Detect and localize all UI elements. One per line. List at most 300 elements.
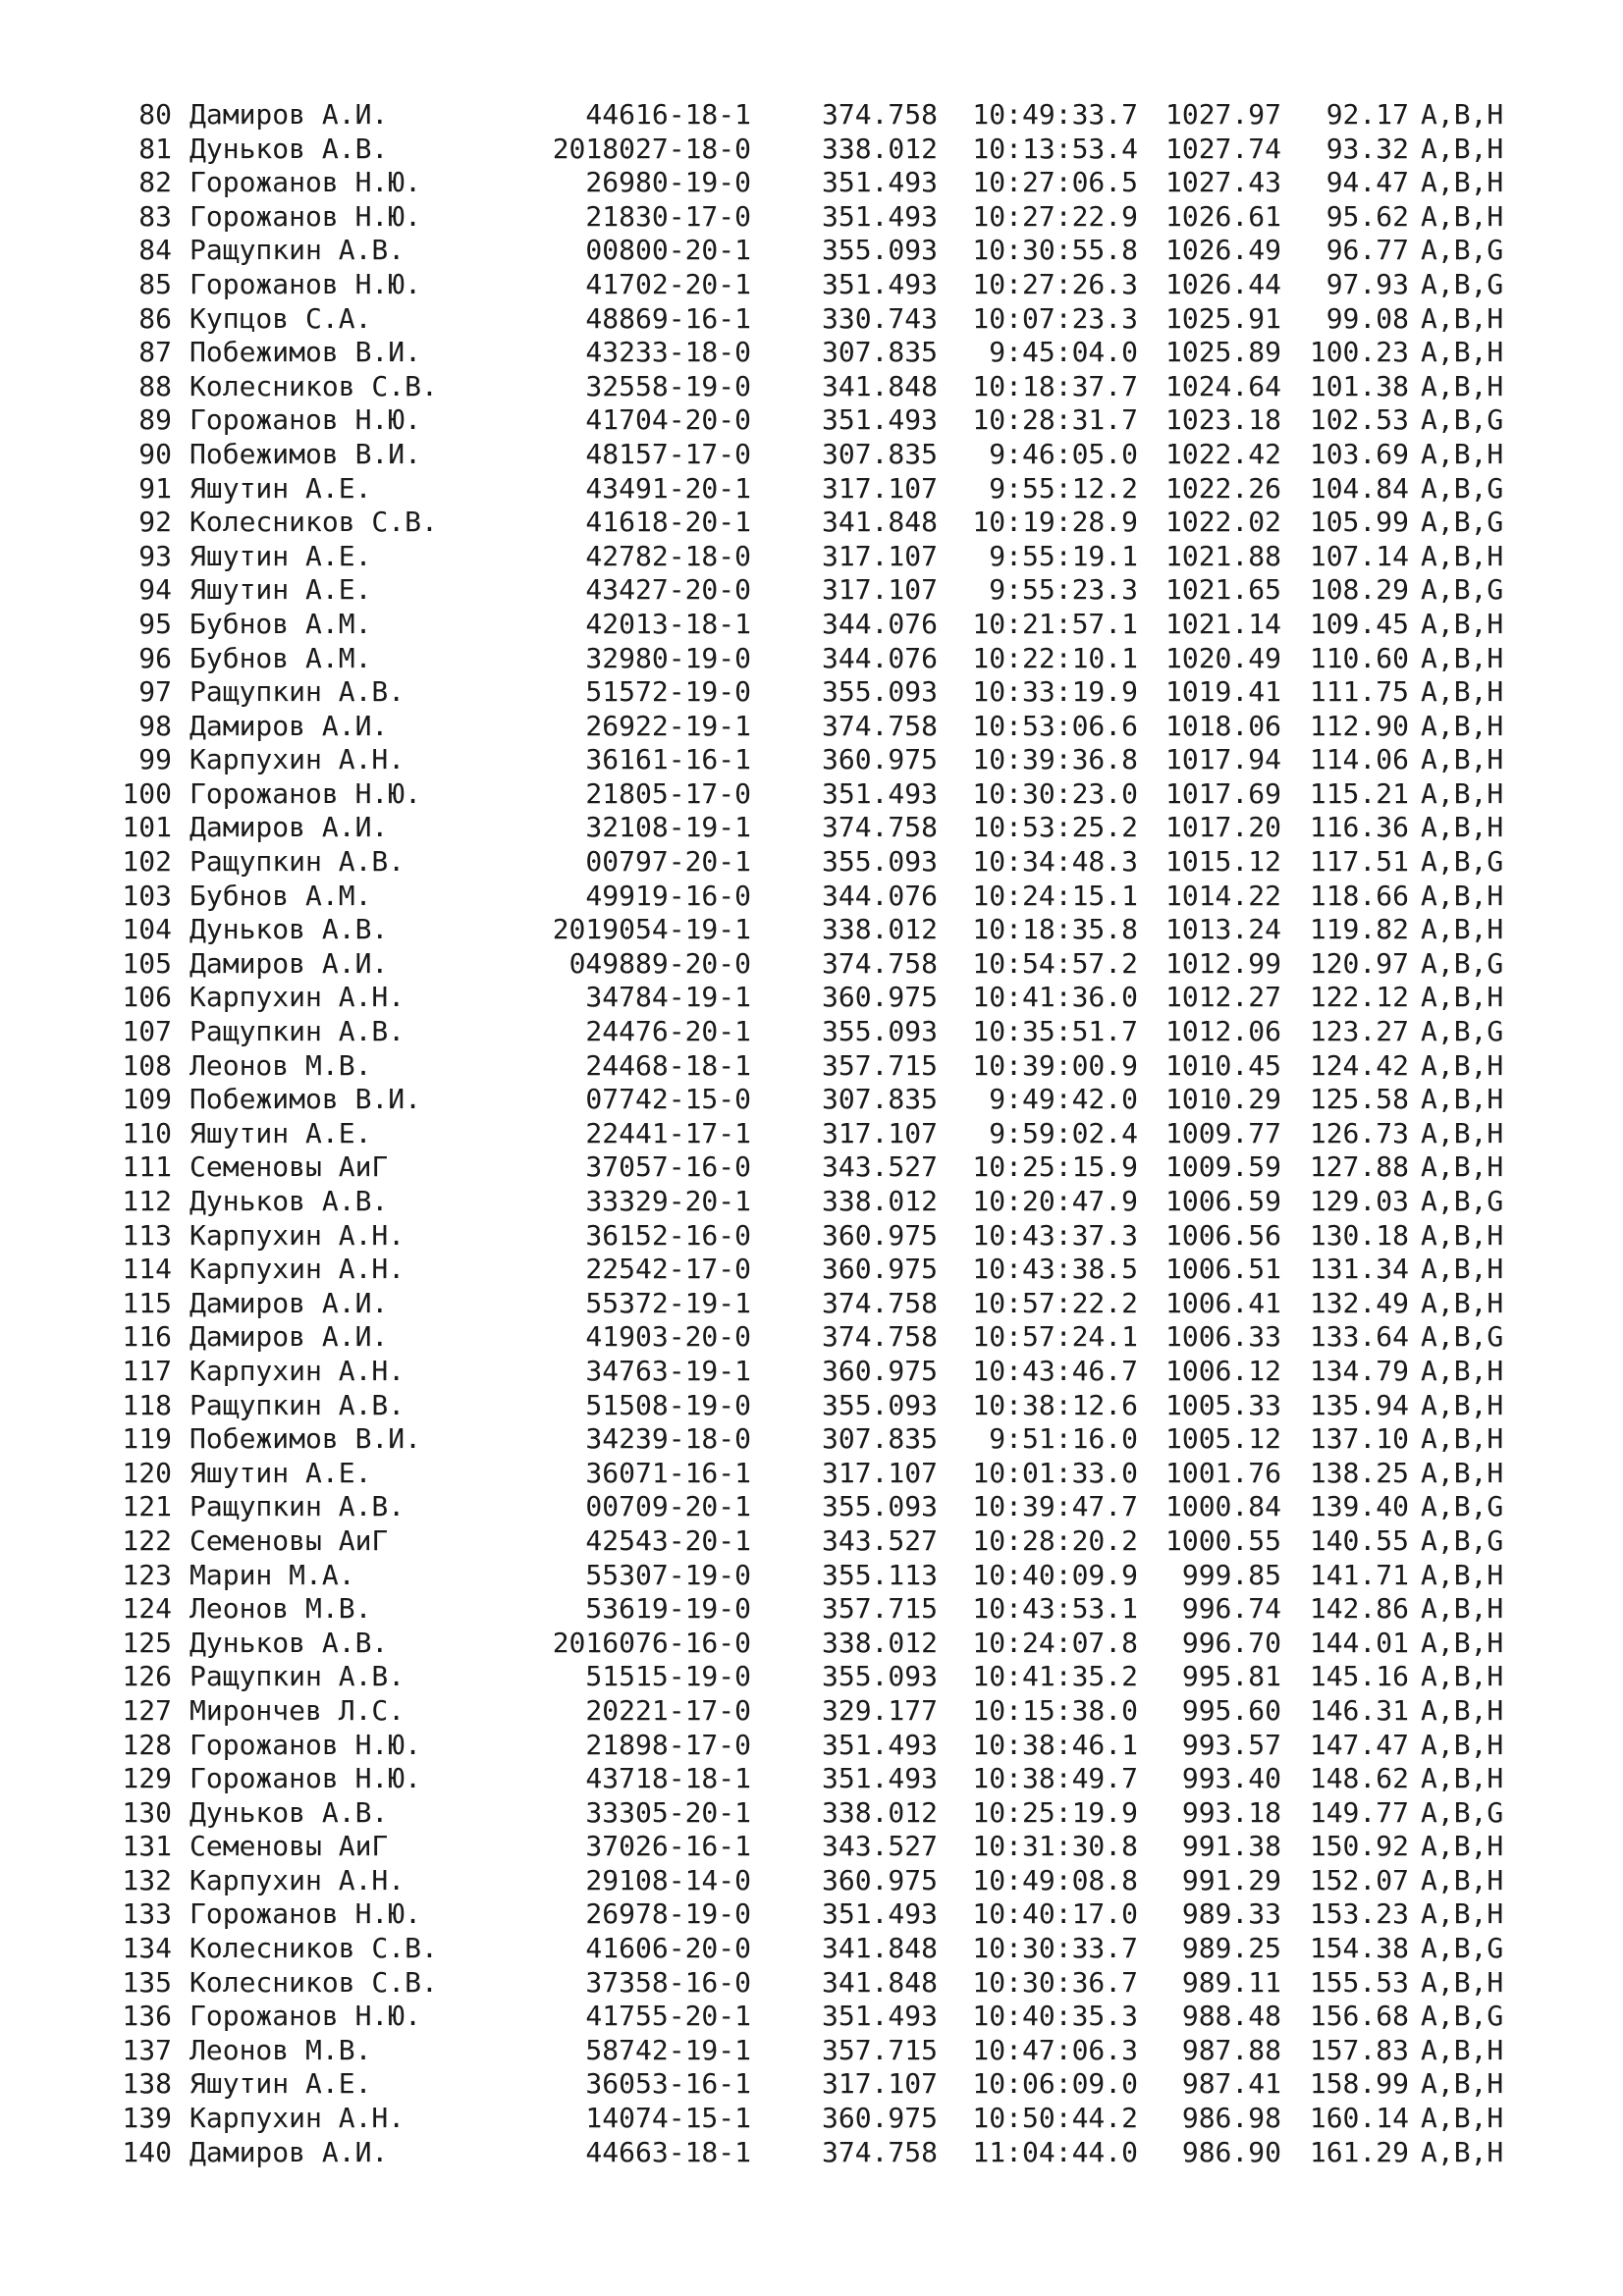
ring-number: 55372-19-1 (585, 1286, 751, 1319)
fancier-name: Карпухин А.Н. (189, 743, 406, 776)
distance: 351.493 (821, 166, 938, 199)
ring-number: 55307-19-0 (585, 1558, 751, 1591)
coefficient: 104.84 (1309, 471, 1409, 505)
fancier-name: Семеновы АиГ (189, 1523, 389, 1557)
arrival-time: 10:40:09.9 (972, 1558, 1138, 1591)
categories: A,B,H (1421, 981, 1504, 1014)
categories: A,B,H (1421, 132, 1504, 165)
table-row (0, 1253, 1623, 1287)
coefficient: 146.31 (1309, 1693, 1409, 1727)
arrival-time: 10:22:10.1 (972, 641, 1138, 674)
arrival-time: 11:04:44.0 (972, 2135, 1138, 2168)
coefficient: 133.64 (1309, 1320, 1409, 1354)
coefficient: 140.55 (1309, 1523, 1409, 1557)
coefficient: 130.18 (1309, 1218, 1409, 1252)
speed: 1023.18 (1164, 403, 1281, 437)
distance: 355.113 (821, 1558, 938, 1591)
arrival-time: 10:28:31.7 (972, 403, 1138, 437)
fancier-name: Дамиров А.И. (189, 98, 389, 131)
fancier-name: Карпухин А.Н. (189, 1218, 406, 1252)
ring-number: 42782-18-0 (585, 539, 751, 572)
speed: 1012.27 (1164, 981, 1281, 1014)
speed: 1012.99 (1164, 946, 1281, 980)
categories: A,B,H (1421, 776, 1504, 810)
place-number: 106 (122, 981, 172, 1014)
ring-number: 21805-17-0 (585, 776, 751, 810)
categories: A,B,H (1421, 913, 1504, 946)
fancier-name: Яшутин А.Е. (189, 573, 372, 607)
place-number: 95 (138, 607, 172, 640)
arrival-time: 10:33:19.9 (972, 675, 1138, 709)
fancier-name: Ращупкин А.В. (189, 1015, 406, 1048)
fancier-name: Леонов М.В. (189, 1048, 372, 1082)
place-number: 127 (122, 1693, 172, 1727)
fancier-name: Леонов М.В. (189, 2033, 372, 2066)
distance: 341.848 (821, 1965, 938, 1999)
ring-number: 2016076-16-0 (552, 1626, 751, 1659)
distance: 338.012 (821, 913, 938, 946)
ring-number: 36053-16-1 (585, 2067, 751, 2101)
categories: A,B,H (1421, 2067, 1504, 2101)
speed: 996.70 (1181, 1626, 1281, 1659)
fancier-name: Побежимов В.И. (189, 437, 422, 470)
coefficient: 161.29 (1309, 2135, 1409, 2168)
arrival-time: 10:47:06.3 (972, 2033, 1138, 2066)
ring-number: 36071-16-1 (585, 1456, 751, 1489)
table-row (0, 133, 1623, 167)
fancier-name: Дуньков А.В. (189, 1795, 389, 1829)
distance: 351.493 (821, 2000, 938, 2033)
table-row (0, 438, 1623, 472)
categories: A,B,H (1421, 607, 1504, 640)
coefficient: 110.60 (1309, 641, 1409, 674)
categories: A,B,G (1421, 1185, 1504, 1217)
coefficient: 97.93 (1325, 267, 1409, 300)
arrival-time: 10:43:53.1 (972, 1592, 1138, 1626)
place-number: 101 (122, 811, 172, 844)
ring-number: 26978-19-0 (585, 1897, 751, 1931)
ring-number: 41755-20-1 (585, 2000, 751, 2033)
speed: 1026.49 (1164, 234, 1281, 267)
categories: A,B,H (1421, 1965, 1504, 1999)
fancier-name: Горожанов Н.Ю. (189, 267, 422, 300)
speed: 1015.12 (1164, 845, 1281, 879)
speed: 1010.45 (1164, 1048, 1281, 1082)
ring-number: 2019054-19-1 (552, 913, 751, 946)
distance: 338.012 (821, 132, 938, 165)
ring-number: 44616-18-1 (585, 98, 751, 131)
speed: 1026.44 (1164, 267, 1281, 300)
arrival-time: 10:18:35.8 (972, 913, 1138, 946)
fancier-name: Колесников С.В. (189, 506, 438, 539)
place-number: 91 (138, 471, 172, 505)
categories: A,B,H (1421, 1830, 1504, 1863)
distance: 374.758 (821, 1320, 938, 1354)
fancier-name: Ращупкин А.В. (189, 1490, 406, 1523)
place-number: 138 (122, 2067, 172, 2101)
speed: 1022.26 (1164, 471, 1281, 505)
fancier-name: Дамиров А.И. (189, 1320, 389, 1354)
place-number: 94 (138, 573, 172, 607)
table-row (0, 2136, 1623, 2170)
coefficient: 112.90 (1309, 709, 1409, 742)
table-row (0, 302, 1623, 337)
place-number: 114 (122, 1253, 172, 1286)
fancier-name: Бубнов А.М. (189, 879, 372, 912)
place-number: 128 (122, 1728, 172, 1761)
table-row (0, 1117, 1623, 1151)
speed: 1026.61 (1164, 199, 1281, 233)
ring-number: 26980-19-0 (585, 166, 751, 199)
arrival-time: 10:38:49.7 (972, 1762, 1138, 1795)
arrival-time: 9:46:05.0 (989, 437, 1138, 470)
table-row (0, 166, 1623, 200)
place-number: 140 (122, 2135, 172, 2168)
categories: A,B,H (1421, 1693, 1504, 1727)
place-number: 117 (122, 1354, 172, 1387)
distance: 351.493 (821, 199, 938, 233)
fancier-name: Горожанов Н.Ю. (189, 1897, 422, 1931)
fancier-name: Горожанов Н.Ю. (189, 776, 422, 810)
categories: A,B,H (1421, 437, 1504, 470)
distance: 351.493 (821, 1728, 938, 1761)
place-number: 81 (138, 132, 172, 165)
arrival-time: 9:55:19.1 (989, 539, 1138, 572)
categories: A,B,H (1421, 1626, 1504, 1659)
table-row (0, 1457, 1623, 1491)
distance: 374.758 (821, 1286, 938, 1319)
table-row (0, 540, 1623, 574)
fancier-name: Яшутин А.Е. (189, 2067, 372, 2101)
table-row (0, 1490, 1623, 1524)
distance: 307.835 (821, 336, 938, 369)
arrival-time: 10:30:23.0 (972, 776, 1138, 810)
speed: 991.29 (1181, 1863, 1281, 1896)
coefficient: 148.62 (1309, 1762, 1409, 1795)
table-row (0, 845, 1623, 880)
speed: 1019.41 (1164, 675, 1281, 709)
place-number: 126 (122, 1660, 172, 1693)
distance: 360.975 (821, 1218, 938, 1252)
table-row (0, 1897, 1623, 1932)
ring-number: 49919-16-0 (585, 879, 751, 912)
speed: 1006.59 (1164, 1185, 1281, 1217)
distance: 338.012 (821, 1795, 938, 1829)
coefficient: 131.34 (1309, 1253, 1409, 1286)
distance: 317.107 (821, 573, 938, 607)
fancier-name: Купцов С.А. (189, 301, 372, 335)
speed: 1006.41 (1164, 1286, 1281, 1319)
coefficient: 108.29 (1309, 573, 1409, 607)
ring-number: 43718-18-1 (585, 1762, 751, 1795)
distance: 329.177 (821, 1693, 938, 1727)
ring-number: 53619-19-0 (585, 1592, 751, 1626)
table-row (0, 2102, 1623, 2136)
arrival-time: 10:07:23.3 (972, 301, 1138, 335)
place-number: 132 (122, 1863, 172, 1896)
ring-number: 42543-20-1 (585, 1523, 751, 1557)
categories: A,B,H (1421, 1897, 1504, 1931)
arrival-time: 10:13:53.4 (972, 132, 1138, 165)
fancier-name: Леонов М.В. (189, 1592, 372, 1626)
ring-number: 37026-16-1 (585, 1830, 751, 1863)
coefficient: 114.06 (1309, 743, 1409, 776)
ring-number: 37057-16-0 (585, 1150, 751, 1184)
arrival-time: 10:25:15.9 (972, 1150, 1138, 1184)
distance: 360.975 (821, 2102, 938, 2135)
arrival-time: 10:38:46.1 (972, 1728, 1138, 1761)
place-number: 98 (138, 709, 172, 742)
ring-number: 24476-20-1 (585, 1015, 751, 1048)
place-number: 122 (122, 1523, 172, 1557)
fancier-name: Яшутин А.Е. (189, 471, 372, 505)
table-row (0, 98, 1623, 133)
table-row (0, 1355, 1623, 1389)
categories: A,B,H (1421, 301, 1504, 335)
fancier-name: Яшутин А.Е. (189, 539, 372, 572)
ring-number: 00709-20-1 (585, 1490, 751, 1523)
table-row (0, 2067, 1623, 2102)
fancier-name: Марин М.А. (189, 1558, 355, 1591)
categories: A,B,G (1421, 267, 1504, 300)
fancier-name: Побежимов В.И. (189, 336, 422, 369)
categories: A,B,H (1421, 2135, 1504, 2168)
arrival-time: 10:40:17.0 (972, 1897, 1138, 1931)
speed: 1005.12 (1164, 1422, 1281, 1456)
fancier-name: Дамиров А.И. (189, 709, 389, 742)
table-row (0, 1422, 1623, 1457)
coefficient: 105.99 (1309, 506, 1409, 539)
speed: 1006.33 (1164, 1320, 1281, 1354)
speed: 1005.33 (1164, 1388, 1281, 1421)
fancier-name: Горожанов Н.Ю. (189, 403, 422, 437)
distance: 351.493 (821, 776, 938, 810)
distance: 341.848 (821, 1932, 938, 1965)
table-row (0, 811, 1623, 845)
coefficient: 115.21 (1309, 776, 1409, 810)
coefficient: 141.71 (1309, 1558, 1409, 1591)
arrival-time: 10:30:36.7 (972, 1965, 1138, 1999)
coefficient: 152.07 (1309, 1863, 1409, 1896)
coefficient: 153.23 (1309, 1897, 1409, 1931)
categories: A,B,H (1421, 1762, 1504, 1795)
table-row (0, 1287, 1623, 1321)
table-row (0, 1966, 1623, 2001)
table-row (0, 1185, 1623, 1219)
table-row (0, 1830, 1623, 1864)
distance: 351.493 (821, 1897, 938, 1931)
fancier-name: Горожанов Н.Ю. (189, 2000, 422, 2033)
distance: 357.715 (821, 1592, 938, 1626)
fancier-name: Дуньков А.В. (189, 1185, 389, 1217)
categories: A,B,G (1421, 1523, 1504, 1557)
place-number: 116 (122, 1320, 172, 1354)
speed: 993.57 (1181, 1728, 1281, 1761)
distance: 317.107 (821, 2067, 938, 2101)
table-row (0, 1592, 1623, 1627)
categories: A,B,H (1421, 1150, 1504, 1184)
table-row (0, 1320, 1623, 1355)
place-number: 113 (122, 1218, 172, 1252)
arrival-time: 10:41:35.2 (972, 1660, 1138, 1693)
categories: A,B,H (1421, 1253, 1504, 1286)
table-row (0, 1559, 1623, 1593)
distance: 307.835 (821, 1083, 938, 1116)
distance: 338.012 (821, 1185, 938, 1217)
table-row (0, 1660, 1623, 1694)
categories: A,B,H (1421, 1456, 1504, 1489)
fancier-name: Карпухин А.Н. (189, 2102, 406, 2135)
ring-number: 51515-19-0 (585, 1660, 751, 1693)
table-row (0, 1083, 1623, 1117)
place-number: 109 (122, 1083, 172, 1116)
distance: 343.527 (821, 1523, 938, 1557)
coefficient: 145.16 (1309, 1660, 1409, 1693)
place-number: 134 (122, 1932, 172, 1965)
arrival-time: 10:39:00.9 (972, 1048, 1138, 1082)
coefficient: 157.83 (1309, 2033, 1409, 2066)
ring-number: 41903-20-0 (585, 1320, 751, 1354)
fancier-name: Дуньков А.В. (189, 132, 389, 165)
table-row (0, 1150, 1623, 1185)
place-number: 115 (122, 1286, 172, 1319)
distance: 374.758 (821, 946, 938, 980)
coefficient: 144.01 (1309, 1626, 1409, 1659)
table-row (0, 1524, 1623, 1559)
arrival-time: 10:24:15.1 (972, 879, 1138, 912)
fancier-name: Колесников С.В. (189, 1965, 438, 1999)
place-number: 124 (122, 1592, 172, 1626)
fancier-name: Мирончев Л.С. (189, 1693, 406, 1727)
arrival-time: 10:40:35.3 (972, 2000, 1138, 2033)
coefficient: 111.75 (1309, 675, 1409, 709)
place-number: 112 (122, 1185, 172, 1217)
place-number: 87 (138, 336, 172, 369)
arrival-time: 10:20:47.9 (972, 1185, 1138, 1217)
place-number: 139 (122, 2102, 172, 2135)
speed: 991.38 (1181, 1830, 1281, 1863)
ring-number: 44663-18-1 (585, 2135, 751, 2168)
categories: A,B,G (1421, 1320, 1504, 1354)
ring-number: 58742-19-1 (585, 2033, 751, 2066)
fancier-name: Бубнов А.М. (189, 641, 372, 674)
arrival-time: 10:01:33.0 (972, 1456, 1138, 1489)
speed: 1021.14 (1164, 607, 1281, 640)
coefficient: 139.40 (1309, 1490, 1409, 1523)
distance: 341.848 (821, 506, 938, 539)
arrival-time: 10:31:30.8 (972, 1830, 1138, 1863)
fancier-name: Карпухин А.Н. (189, 981, 406, 1014)
ring-number: 24468-18-1 (585, 1048, 751, 1082)
table-row (0, 1694, 1623, 1729)
table-row (0, 608, 1623, 642)
fancier-name: Горожанов Н.Ю. (189, 1728, 422, 1761)
table-row (0, 880, 1623, 914)
distance: 360.975 (821, 1863, 938, 1896)
distance: 351.493 (821, 267, 938, 300)
distance: 330.743 (821, 301, 938, 335)
place-number: 107 (122, 1015, 172, 1048)
fancier-name: Ращупкин А.В. (189, 845, 406, 879)
arrival-time: 10:43:37.3 (972, 1218, 1138, 1252)
place-number: 130 (122, 1795, 172, 1829)
coefficient: 150.92 (1309, 1830, 1409, 1863)
categories: A,B,G (1421, 506, 1504, 539)
speed: 1018.06 (1164, 709, 1281, 742)
ring-number: 32558-19-0 (585, 369, 751, 402)
ring-number: 21830-17-0 (585, 199, 751, 233)
arrival-time: 10:25:19.9 (972, 1795, 1138, 1829)
ring-number: 22441-17-1 (585, 1116, 751, 1149)
distance: 374.758 (821, 709, 938, 742)
distance: 341.848 (821, 369, 938, 402)
arrival-time: 10:27:06.5 (972, 166, 1138, 199)
speed: 995.60 (1181, 1693, 1281, 1727)
coefficient: 142.86 (1309, 1592, 1409, 1626)
speed: 1027.74 (1164, 132, 1281, 165)
arrival-time: 10:53:06.6 (972, 709, 1138, 742)
speed: 989.33 (1181, 1897, 1281, 1931)
place-number: 136 (122, 2000, 172, 2033)
categories: A,B,H (1421, 1083, 1504, 1116)
coefficient: 127.88 (1309, 1150, 1409, 1184)
table-row (0, 675, 1623, 710)
categories: A,B,H (1421, 1660, 1504, 1693)
ring-number: 34784-19-1 (585, 981, 751, 1014)
speed: 995.81 (1181, 1660, 1281, 1693)
speed: 1006.12 (1164, 1354, 1281, 1387)
arrival-time: 10:30:33.7 (972, 1932, 1138, 1965)
ring-number: 41618-20-1 (585, 506, 751, 539)
coefficient: 119.82 (1309, 913, 1409, 946)
categories: A,B,H (1421, 641, 1504, 674)
distance: 374.758 (821, 811, 938, 844)
place-number: 121 (122, 1490, 172, 1523)
place-number: 100 (122, 776, 172, 810)
table-row (0, 1932, 1623, 1966)
fancier-name: Яшутин А.Е. (189, 1116, 372, 1149)
categories: A,B,G (1421, 1490, 1504, 1523)
speed: 1017.94 (1164, 743, 1281, 776)
ring-number: 14074-15-1 (585, 2102, 751, 2135)
place-number: 104 (122, 913, 172, 946)
speed: 993.18 (1181, 1795, 1281, 1829)
ring-number: 2018027-18-0 (552, 132, 751, 165)
fancier-name: Колесников С.В. (189, 369, 438, 402)
ring-number: 00797-20-1 (585, 845, 751, 879)
categories: A,B,H (1421, 369, 1504, 402)
distance: 355.093 (821, 1660, 938, 1693)
categories: A,B,H (1421, 199, 1504, 233)
fancier-name: Ращупкин А.В. (189, 675, 406, 709)
fancier-name: Дуньков А.В. (189, 1626, 389, 1659)
fancier-name: Бубнов А.М. (189, 607, 372, 640)
coefficient: 129.03 (1309, 1185, 1409, 1217)
table-row (0, 1015, 1623, 1049)
fancier-name: Дамиров А.И. (189, 946, 389, 980)
table-row (0, 1762, 1623, 1796)
arrival-time: 10:39:36.8 (972, 743, 1138, 776)
categories: A,B,G (1421, 2000, 1504, 2033)
speed: 1027.43 (1164, 166, 1281, 199)
table-row (0, 2000, 1623, 2034)
fancier-name: Горожанов Н.Ю. (189, 1762, 422, 1795)
distance: 338.012 (821, 1626, 938, 1659)
ring-number: 51572-19-0 (585, 675, 751, 709)
arrival-time: 10:28:20.2 (972, 1523, 1138, 1557)
fancier-name: Семеновы АиГ (189, 1830, 389, 1863)
speed: 1012.06 (1164, 1015, 1281, 1048)
